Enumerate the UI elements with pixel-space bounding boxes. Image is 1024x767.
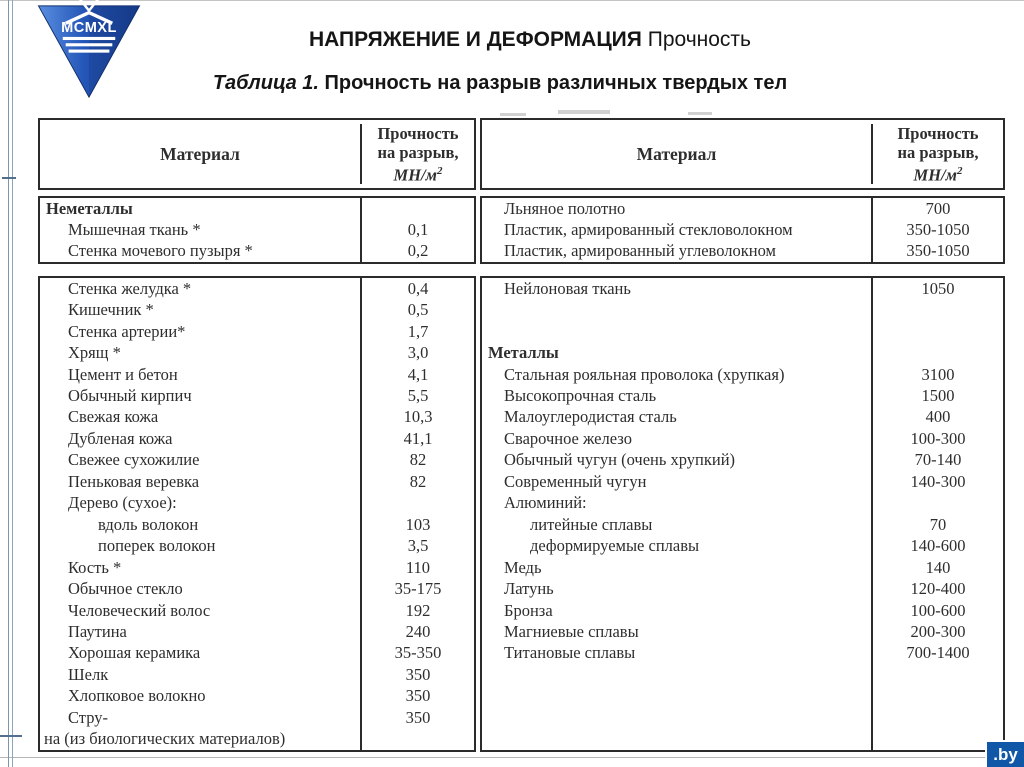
strength-value: 100-300: [871, 428, 1003, 449]
strength-value: [360, 493, 474, 514]
title-suffix: Прочность: [647, 28, 751, 51]
table-row: [40, 600, 474, 621]
material-label: Стенка артерии*: [68, 321, 186, 341]
caption-text: Прочность на разрыв различных твердых тел: [324, 72, 788, 94]
strength-header-line1: Прочность: [897, 123, 979, 143]
material-label: Высокопрочная сталь: [504, 385, 657, 405]
material-label: Металлы: [488, 343, 559, 363]
table-row: [482, 557, 1003, 578]
material-label: Паутина: [68, 621, 127, 641]
table-row: [482, 514, 1003, 535]
material-label: Свежее сухожилие: [68, 450, 200, 470]
material-label: поперек волокон: [98, 536, 216, 556]
table-row: [40, 385, 474, 406]
table-row: [40, 241, 474, 262]
table-row: [482, 428, 1003, 449]
table-row: [40, 219, 474, 240]
table-row: [40, 299, 474, 320]
table-row: [482, 535, 1003, 556]
strength-header-line2: на разрыв,: [897, 142, 979, 162]
page-title: [140, 28, 920, 52]
material-label: Хлопковое волокно: [68, 686, 206, 706]
material-label: Титановые сплавы: [504, 643, 636, 663]
strength-value: 0,4: [360, 278, 474, 299]
watermark-badge[interactable]: [985, 740, 1024, 767]
table-row: [40, 321, 474, 342]
left-vertical-rule: [8, 0, 9, 767]
table-row: [482, 299, 1003, 320]
material-label: Стенка мочевого пузыря *: [68, 241, 253, 261]
material-label: Льняное полотно: [504, 198, 626, 218]
material-label: на (из биологических материалов): [44, 729, 286, 749]
strength-value: 4,1: [360, 364, 474, 385]
table-row: [482, 198, 1003, 219]
strength-column-header: [871, 124, 1003, 185]
logo-text: MCMXL: [61, 20, 117, 37]
material-label: Малоуглеродистая сталь: [504, 407, 677, 427]
table-row: [40, 407, 474, 428]
strength-value: [871, 707, 1003, 728]
table-row: [40, 428, 474, 449]
material-label: Алюминий:: [504, 493, 587, 513]
strength-value: 350-1050: [871, 241, 1003, 262]
strength-value: 140-300: [871, 471, 1003, 492]
table-row: [40, 198, 474, 219]
table-row: [482, 321, 1003, 342]
strength-header-line2: на разрыв,: [377, 142, 459, 162]
left-vertical-rule-inner: [12, 0, 13, 767]
material-label: Свежая кожа: [68, 407, 159, 427]
strength-value: [871, 342, 1003, 363]
table-row: [482, 364, 1003, 385]
table-row: [482, 600, 1003, 621]
strength-header-unit: $МН/м^2$: [393, 164, 443, 185]
right-table-header: [480, 118, 1005, 190]
strength-value: [360, 729, 474, 750]
strength-column-header: [360, 124, 474, 185]
table-row: [482, 278, 1003, 299]
table-row: [482, 471, 1003, 492]
strength-value: 200-300: [871, 621, 1003, 642]
material-label: вдоль волокон: [98, 514, 199, 534]
table-row: [482, 686, 1003, 707]
table-row: [482, 450, 1003, 471]
strength-value: [360, 198, 474, 219]
table-row: [482, 643, 1003, 664]
strength-value: 700: [871, 198, 1003, 219]
strength-value: 240: [360, 621, 474, 642]
table-row: [482, 385, 1003, 406]
strength-value: 3,5: [360, 535, 474, 556]
table-row: [40, 643, 474, 664]
table-row: [40, 707, 474, 728]
scan-artifact: [688, 112, 712, 115]
strength-value: 82: [360, 450, 474, 471]
strength-value: 350: [360, 664, 474, 685]
strength-value: [871, 686, 1003, 707]
table-row: [482, 407, 1003, 428]
table-row: [40, 278, 474, 299]
slide-top-border: [0, 0, 1024, 1]
table-row: [40, 578, 474, 599]
strength-value: 400: [871, 407, 1003, 428]
material-label: Хорошая керамика: [68, 643, 201, 663]
material-label: Магниевые сплавы: [504, 621, 639, 641]
material-label: Латунь: [504, 579, 554, 599]
strength-value: 41,1: [360, 428, 474, 449]
table-row: [482, 707, 1003, 728]
material-label: Нейлоновая ткань: [504, 278, 631, 298]
table-row: [40, 686, 474, 707]
material-label: Хрящ *: [68, 343, 121, 363]
table-row: [40, 493, 474, 514]
table-caption: [60, 72, 940, 95]
strength-value: 350: [360, 707, 474, 728]
material-label: Кишечник *: [68, 300, 154, 320]
table-row: [482, 241, 1003, 262]
material-label: Неметаллы: [46, 198, 133, 218]
left-table-header: [38, 118, 476, 190]
strength-header-line1: Прочность: [377, 123, 459, 143]
material-label: Пластик, армированный углеволокном: [504, 241, 776, 261]
material-label: Обычный кирпич: [68, 385, 192, 405]
material-label: Пластик, армированный стекловолокном: [504, 219, 793, 239]
table-row: [482, 493, 1003, 514]
material-label: литейные сплавы: [530, 514, 653, 534]
material-label: деформируемые сплавы: [530, 536, 700, 556]
material-label: Пеньковая веревка: [68, 471, 200, 491]
badge-label: .by: [993, 744, 1018, 764]
slide-bottom-border: [0, 757, 1024, 758]
right-table-group2: [480, 276, 1005, 752]
strength-value: 3100: [871, 364, 1003, 385]
strength-value: [871, 664, 1003, 685]
strength-value: 10,3: [360, 407, 474, 428]
material-label: Современный чугун: [504, 471, 647, 491]
material-label: Обычный чугун (очень хрупкий): [504, 450, 736, 470]
strength-value: 0,2: [360, 241, 474, 262]
strength-value: 700-1400: [871, 643, 1003, 664]
table-row: [40, 514, 474, 535]
right-table-group1: [480, 196, 1005, 264]
table-row: [482, 729, 1003, 750]
strength-value: 140: [871, 557, 1003, 578]
material-label: Медь: [504, 557, 542, 577]
table-row: [40, 450, 474, 471]
strength-value: 70-140: [871, 450, 1003, 471]
material-label: Шелк: [68, 664, 109, 684]
strength-value: 70: [871, 514, 1003, 535]
strength-value: 1500: [871, 385, 1003, 406]
strength-value: 1050: [871, 278, 1003, 299]
table-row: [40, 729, 474, 750]
table-row: [40, 557, 474, 578]
scan-artifact: [558, 110, 610, 114]
material-label: Дерево (сухое):: [68, 493, 177, 513]
table-row: [40, 621, 474, 642]
material-label: Человеческий волос: [68, 600, 211, 620]
scan-artifact: [500, 113, 526, 116]
material-label: Стенка желудка *: [68, 278, 192, 298]
table-row: [40, 342, 474, 363]
strength-value: 1,7: [360, 321, 474, 342]
title-main: НАПРЯЖЕНИЕ И ДЕФОРМАЦИЯ: [308, 28, 642, 51]
strength-value: [871, 493, 1003, 514]
strength-value: [871, 299, 1003, 320]
strength-value: 0,5: [360, 299, 474, 320]
strength-value: [871, 729, 1003, 750]
strength-value: 103: [360, 514, 474, 535]
strength-value: 140-600: [871, 535, 1003, 556]
material-label: Обычное стекло: [68, 579, 183, 599]
strength-value: 5,5: [360, 385, 474, 406]
strength-value: 82: [360, 471, 474, 492]
strength-value: 192: [360, 600, 474, 621]
table-row: [40, 664, 474, 685]
rule-tick: [2, 177, 16, 179]
strength-value: 3,0: [360, 342, 474, 363]
table-row: [40, 364, 474, 385]
strength-value: 110: [360, 557, 474, 578]
rule-tick: [0, 735, 22, 737]
strength-value: 35-350: [360, 643, 474, 664]
table-row: [40, 535, 474, 556]
caption-number: Таблица 1.: [212, 72, 319, 94]
material-label: Сварочное железо: [504, 428, 632, 448]
left-table-group1: [38, 196, 476, 264]
material-column-header: Материал: [636, 143, 717, 164]
material-label: Кость *: [68, 557, 122, 577]
material-label: Мышечная ткань *: [68, 219, 201, 239]
material-label: Стру-: [68, 707, 108, 727]
table-row: [482, 621, 1003, 642]
table-row: [482, 219, 1003, 240]
left-table-group2: [38, 276, 476, 752]
table-row: [482, 342, 1003, 363]
strength-value: 120-400: [871, 578, 1003, 599]
table-row: [482, 578, 1003, 599]
strength-value: 0,1: [360, 219, 474, 240]
material-label: Дубленая кожа: [68, 428, 173, 448]
strength-header-unit: $МН/м^2$: [913, 164, 963, 185]
strength-value: 350: [360, 686, 474, 707]
strength-value: 350-1050: [871, 219, 1003, 240]
strength-value: [871, 321, 1003, 342]
table-row: [40, 471, 474, 492]
material-label: Бронза: [504, 600, 553, 620]
material-column-header: Материал: [160, 143, 240, 164]
strength-value: 100-600: [871, 600, 1003, 621]
table-row: [482, 664, 1003, 685]
material-label: Стальная рояльная проволока (хрупкая): [504, 364, 785, 384]
material-label: Цемент и бетон: [68, 364, 178, 384]
strength-value: 35-175: [360, 578, 474, 599]
